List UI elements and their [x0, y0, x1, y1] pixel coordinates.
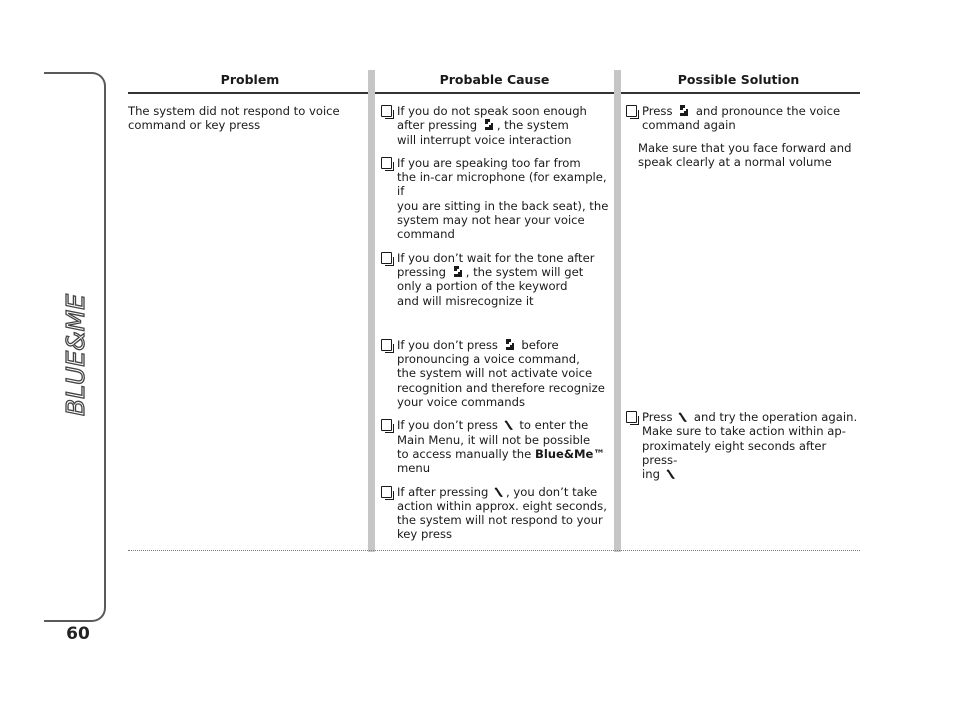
brand-name: Blue&Me™	[534, 446, 606, 461]
header-probable-cause: Probable Cause	[439, 72, 550, 87]
column-divider-2	[614, 70, 621, 552]
header-rule	[128, 92, 860, 94]
checkbox-bullet-icon	[626, 411, 637, 423]
text-line: If after pressing , you don’t take	[397, 484, 598, 499]
header-problem: Problem	[220, 72, 280, 87]
phone-menu-key-icon	[504, 419, 514, 431]
solution-note	[626, 141, 860, 170]
text-line: If you are speaking too far from	[397, 155, 581, 170]
text-line: command	[397, 227, 455, 242]
checkbox-bullet-icon	[381, 105, 392, 117]
checkbox-bullet-icon	[381, 157, 392, 169]
voice-command-icon	[504, 338, 516, 351]
text-line: to access manually the Blue&Me™	[397, 446, 606, 461]
text-line: If you don’t wait for the tone after	[397, 250, 595, 265]
text-line: action within approx. eight seconds,	[397, 498, 607, 513]
text-line: Press and pronounce the voice	[642, 104, 841, 118]
text-line: menu	[397, 461, 431, 476]
solution-cell-voice	[626, 104, 860, 169]
cause-item	[381, 485, 613, 542]
text-line: will interrupt voice interaction	[397, 132, 572, 147]
text-line: the in-car microphone (for example, if	[397, 170, 607, 199]
phone-menu-key-icon	[678, 411, 688, 423]
checkbox-bullet-icon	[381, 419, 392, 431]
text-line: speak clearly at a normal volume	[638, 154, 832, 169]
problem-cell	[128, 104, 348, 141]
text-line: after pressing , the system	[397, 118, 569, 133]
cause-cell	[381, 104, 613, 542]
solution-item	[626, 410, 860, 481]
text-line: Press and try the operation again.	[642, 410, 858, 424]
text-line: If you don’t press to enter the	[397, 418, 589, 433]
text-line: Make sure that you face forward and	[638, 140, 852, 155]
text-line: you are sitting in the back seat), the	[397, 198, 609, 213]
voice-command-icon	[452, 265, 464, 278]
cause-item	[381, 418, 613, 475]
column-divider-1	[368, 70, 375, 552]
text-line: key press	[397, 527, 453, 542]
voice-command-icon	[483, 118, 495, 131]
text-line: only a portion of the keyword	[397, 279, 568, 294]
text-line: your voice commands	[397, 395, 526, 410]
bottom-rule	[128, 550, 860, 551]
text-line: pronouncing a voice command,	[397, 352, 580, 367]
phone-menu-key-icon	[666, 468, 676, 480]
text-line: If you don’t press before	[397, 337, 559, 352]
text-line: and will misrecognize it	[397, 293, 534, 308]
troubleshooting-table	[128, 70, 860, 550]
text-line: ing	[642, 467, 860, 481]
header-possible-solution: Possible Solution	[677, 72, 800, 87]
text-line: Main Menu, it will not be possible	[397, 432, 591, 447]
problem-text: The system did not respond to voice command or key press	[128, 104, 340, 133]
page-number: 60	[66, 624, 90, 644]
solution-item	[626, 104, 860, 133]
solution-cell-menu	[626, 410, 860, 481]
text-line: system may not hear your voice	[397, 213, 585, 228]
cause-item	[381, 104, 613, 147]
text-line: command again	[642, 118, 736, 133]
checkbox-bullet-icon	[381, 339, 392, 351]
blue-and-me-logo	[56, 220, 96, 420]
cause-item	[381, 251, 613, 308]
text-line: proximately eight seconds after press-	[642, 438, 827, 467]
text-line: the system will not activate voice	[397, 366, 593, 381]
cause-item	[381, 156, 613, 242]
checkbox-bullet-icon	[381, 252, 392, 264]
text-line: If you do not speak soon enough	[397, 104, 587, 118]
phone-menu-key-icon	[494, 486, 504, 498]
cause-item	[381, 338, 613, 409]
text-line: the system will not respond to your	[397, 513, 603, 528]
text-line: recognition and therefore recognize	[397, 380, 605, 395]
checkbox-bullet-icon	[381, 486, 392, 498]
voice-command-icon	[678, 104, 690, 117]
checkbox-bullet-icon	[626, 105, 637, 117]
logo-text: BLUE&ME	[61, 293, 90, 416]
text-line: Make sure to take action within ap-	[642, 424, 846, 439]
text-line: pressing , the system will get	[397, 264, 584, 279]
